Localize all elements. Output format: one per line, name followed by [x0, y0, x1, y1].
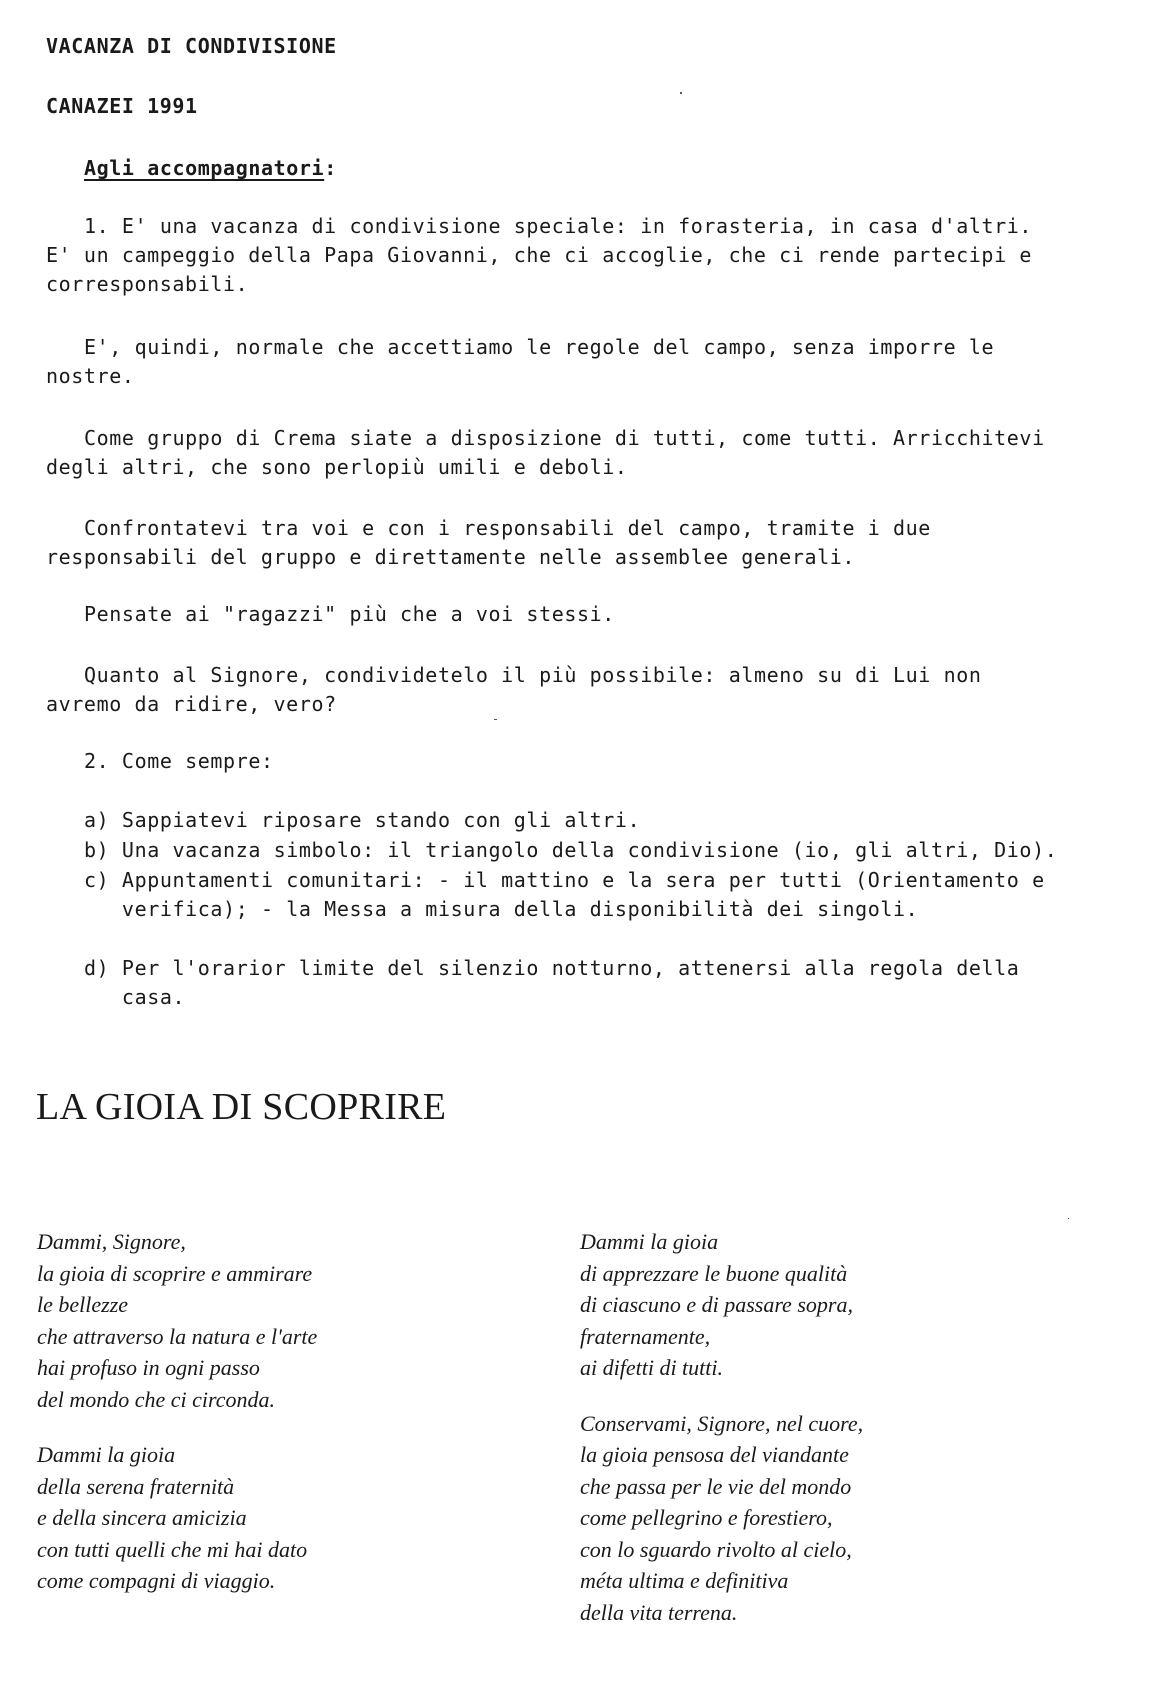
poem-left-column	[37, 1226, 317, 1621]
poem-line: come compagni di viaggio.	[37, 1568, 276, 1593]
poem-line: Dammi la gioia	[37, 1442, 176, 1467]
memo-line: Pensate ai "ragazzi" più che a voi stessi.	[84, 602, 615, 626]
list-item: a) Sappiatevi riposare stando con gli altri.	[84, 808, 641, 832]
scan-speck	[494, 719, 497, 720]
poem-stanza	[37, 1226, 317, 1415]
memo-line: 2. Come sempre:	[84, 749, 274, 773]
memo-line: degli altri, che sono perlopiù umili e deboli.	[46, 455, 628, 479]
list-item: b) Una vacanza simbolo: il triangolo della condivisione (io, gli altri, Dio).	[84, 838, 1058, 862]
memo-line: E' un campeggio della Papa Giovanni, che ci accoglie, che ci rende partecipi e	[46, 243, 1032, 267]
poem-line: della serena fraternità	[37, 1473, 235, 1499]
list-item: verifica); - la Messa a misura della disponibilità dei singoli.	[84, 897, 919, 921]
poem-line: di apprezzare le buone qualità	[580, 1260, 848, 1286]
poem-line: che attraverso la natura e l'arte	[37, 1323, 318, 1349]
poem-line: méta ultima e definitiva	[580, 1568, 789, 1593]
poem-line: Conservami, Signore, nel cuore,	[580, 1410, 864, 1436]
list-item: c) Appuntamenti comunitari: - il mattino e la sera per tutti (Orientamento e	[84, 868, 1045, 892]
memo-line: avremo da ridire, vero?	[46, 692, 337, 716]
poem-line: Dammi, Signore,	[37, 1229, 186, 1254]
poem-line: e della sincera amicizia	[37, 1505, 247, 1530]
list-item: casa.	[84, 985, 186, 1009]
poem-line: con lo sguardo rivolto al cielo,	[580, 1536, 852, 1562]
poem-stanza	[580, 1226, 863, 1384]
scan-speck	[1068, 1218, 1069, 1219]
poem-line: hai profuso in ogni passo	[37, 1355, 260, 1380]
memo-line: E', quindi, normale che accettiamo le regole del campo, senza imporre le	[84, 335, 995, 359]
poem-line: Dammi la gioia	[580, 1229, 719, 1254]
memo-heading-colon: :	[324, 156, 337, 180]
poem-line: del mondo che ci circonda.	[37, 1386, 276, 1412]
poem-line: come pellegrino e forestiero,	[580, 1505, 833, 1530]
poem-stanza	[37, 1439, 317, 1597]
memo-heading	[84, 154, 337, 182]
memo-line: 1. E' una vacanza di condivisione speciale: in forasteria, in casa d'altri.	[84, 214, 1033, 238]
memo-line: nostre.	[46, 364, 135, 388]
poem-line: le bellezze	[37, 1292, 129, 1317]
list-item: d) Per l'orarior limite del silenzio notturno, attenersi alla regola della	[84, 956, 1020, 980]
memo-line: Confrontatevi tra voi e con i responsabili del campo, tramite i due	[84, 516, 931, 540]
poem-line: ai difetti di tutti.	[580, 1355, 723, 1380]
memo-line: corresponsabili.	[46, 272, 249, 296]
poem-line: che passa per le vie del mondo	[580, 1473, 852, 1499]
poem-line: di ciascuno e di passare sopra,	[580, 1292, 853, 1317]
memo-line: responsabili del gruppo e direttamente nelle assemblee generali.	[46, 545, 856, 569]
poem-line: la gioia di scoprire e ammirare	[37, 1260, 313, 1286]
poem-line: fraternamente,	[580, 1323, 711, 1349]
document-title: VACANZA DI CONDIVISIONE	[46, 34, 337, 58]
poem-line: della vita terrena.	[580, 1599, 738, 1625]
poem-right-column	[580, 1226, 863, 1652]
memo-line: Quanto al Signore, condividetelo il più possibile: almeno su di Lui non	[84, 663, 982, 687]
memo-heading-text: Agli accompagnatori	[84, 156, 325, 180]
poem-stanza	[580, 1408, 863, 1629]
poem-line: la gioia pensosa del viandante	[580, 1442, 849, 1467]
poem-title: LA GIOIA DI SCOPRIRE	[36, 1086, 447, 1128]
memo-line: Come gruppo di Crema siate a disposizione di tutti, come tutti. Arricchitevi	[84, 426, 1045, 450]
poem-line: con tutti quelli che mi hai dato	[37, 1536, 308, 1562]
scan-speck	[680, 92, 682, 94]
place-and-year: CANAZEI 1991	[46, 94, 198, 118]
